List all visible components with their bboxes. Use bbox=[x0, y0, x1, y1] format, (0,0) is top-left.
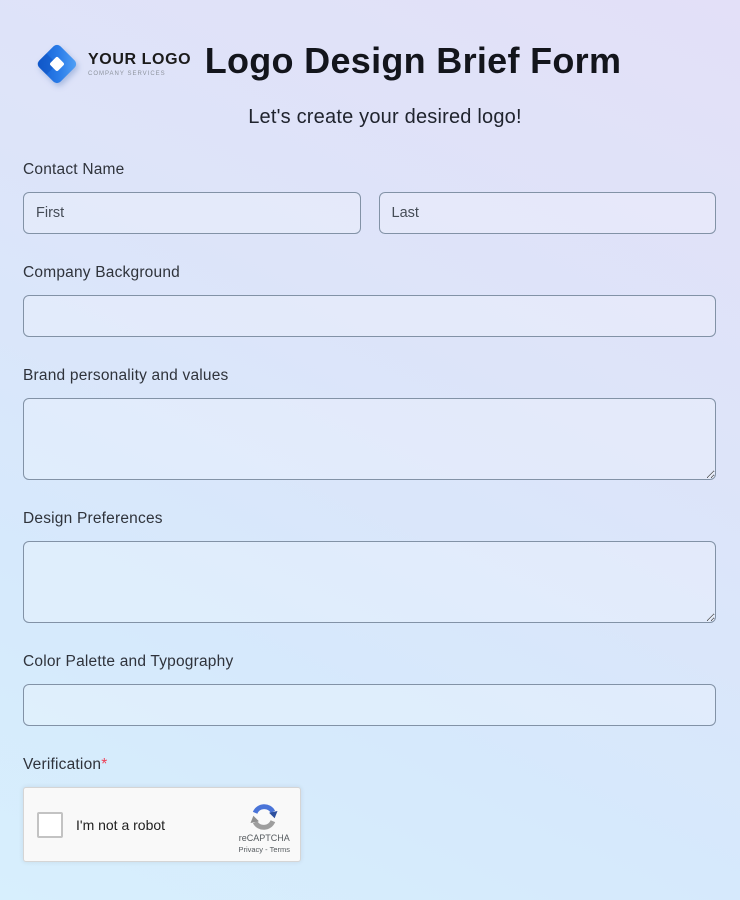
field-design-preferences bbox=[23, 509, 716, 623]
field-company-background bbox=[23, 263, 716, 337]
recaptcha-logo-icon bbox=[249, 802, 279, 832]
company-background-input[interactable] bbox=[23, 295, 716, 337]
last-name-input[interactable] bbox=[379, 192, 717, 234]
page-subtitle: Let's create your desired logo! bbox=[248, 106, 522, 128]
contact-name-label: Contact Name bbox=[23, 161, 125, 178]
required-asterisk: * bbox=[101, 756, 108, 773]
verification-label-text: Verification bbox=[23, 756, 102, 773]
diamond-logo-icon bbox=[33, 40, 81, 88]
first-name-input[interactable] bbox=[23, 192, 361, 234]
field-color-palette bbox=[23, 652, 716, 726]
design-preferences-textarea[interactable] bbox=[23, 541, 716, 623]
field-brand-personality bbox=[23, 366, 716, 480]
contact-name-row bbox=[23, 192, 716, 234]
company-logo bbox=[33, 40, 191, 88]
brand-personality-textarea[interactable] bbox=[23, 398, 716, 480]
recaptcha-checkbox[interactable] bbox=[37, 812, 63, 838]
recaptcha-branding bbox=[238, 796, 290, 854]
logo-brief-form bbox=[0, 160, 740, 862]
page-title: Logo Design Brief Form bbox=[204, 40, 622, 81]
design-preferences-label: Design Preferences bbox=[23, 510, 163, 527]
verification-label bbox=[23, 755, 716, 775]
logo-tagline: COMPANY SERVICES bbox=[88, 71, 166, 77]
company-background-label: Company Background bbox=[23, 264, 180, 281]
recaptcha-checkbox-label: I'm not a robot bbox=[76, 816, 166, 833]
color-palette-input[interactable] bbox=[23, 684, 716, 726]
brand-personality-label: Brand personality and values bbox=[23, 367, 229, 384]
logo-text-block bbox=[88, 51, 191, 77]
form-header bbox=[0, 0, 740, 129]
logo-name: YOUR LOGO bbox=[88, 51, 192, 68]
recaptcha-privacy-terms-links[interactable]: Privacy - Terms bbox=[238, 844, 290, 854]
recaptcha-brand-text: reCAPTCHA bbox=[238, 832, 290, 843]
recaptcha-widget bbox=[23, 787, 301, 862]
field-verification bbox=[23, 755, 716, 862]
color-palette-label: Color Palette and Typography bbox=[23, 653, 234, 670]
field-contact-name bbox=[23, 160, 716, 234]
